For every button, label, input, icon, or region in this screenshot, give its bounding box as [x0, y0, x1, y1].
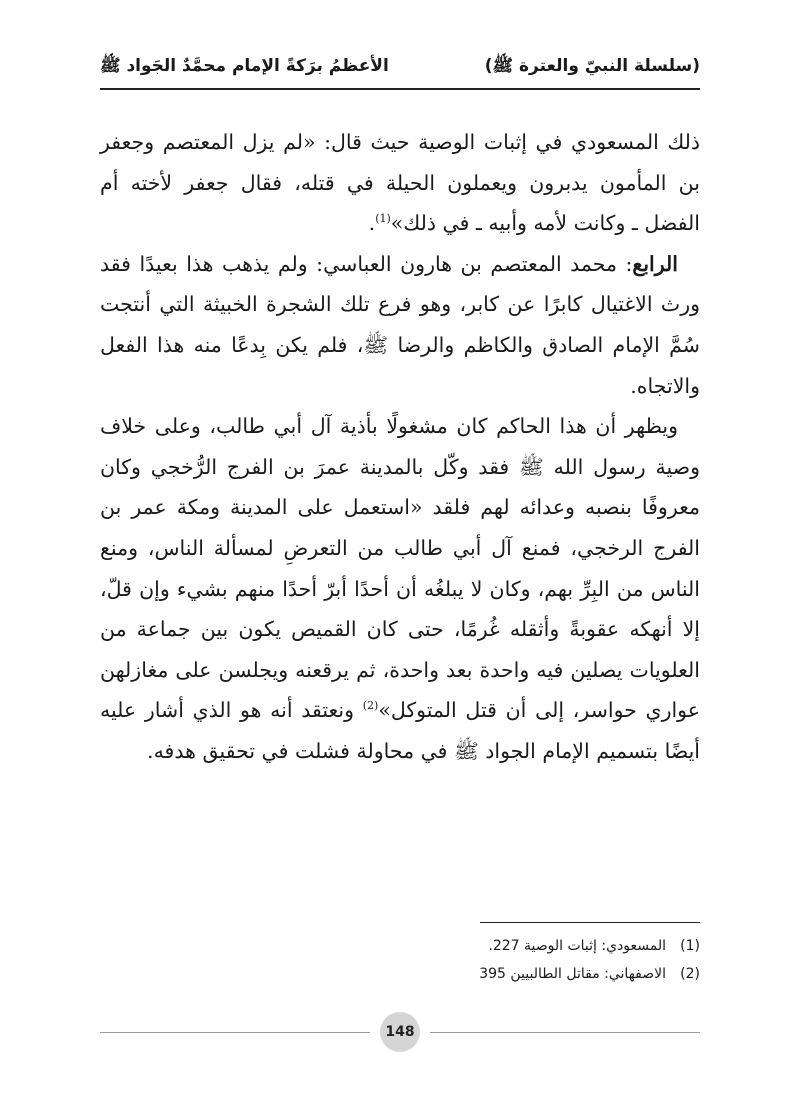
paragraph-tail: ونعتقد أنه هو الذي أشار عليه أيضًا بتسميم الإمام الجواد ﷺ في محاولة فشلت في تحقيق هدفه. [100, 698, 700, 763]
series-title: (سلسلة النبيّ والعترة ﷺ) [484, 56, 700, 76]
footnote-text: الاصفهاني: مقاتل الطالبيين 395 [479, 966, 666, 982]
paragraph-1 [100, 122, 700, 244]
footnote-number: (2) [680, 966, 700, 982]
footnote-ref-2[interactable]: (2) [362, 699, 379, 713]
book-title: الأعظمُ برَكةً الإمام محمَّدٌ الجَواد ﷺ [100, 56, 389, 76]
paragraph-text: ويظهر أن هذا الحاكم كان مشغولًا بأذية آل أبي طالب، وعلى خلاف وصية رسول الله ﷺ فقد وكّل بالمدينة عمرَ بن الفرج الرُّخجي وكان معروفًا بنصبه وعدائه لهم فلقد «استعمل على المدينة ومكة عمر بن الفرج الرخجي، فمنع آل أبي طالب من التعرضِ لمسألة الناس، ومنع الناس من البِرِّ بهم، وكان لا يبلغُه أن أحدًا أبرّ أحدًا منهم بشيء وإن قلّ، إلا أنهكه عقوبةً وأثقله غُرمًا، حتى كان القميص يكون بين جماعة من العلويات يصلين فيه واحدة بعد واحدة، ثم يرقعنه ويجلسن على مغازلهن عواري حواسر، إلى أن قتل المتوكل» [100, 414, 701, 723]
footer-line-right [430, 1032, 700, 1033]
header-rule [100, 88, 700, 90]
page-footer [100, 1012, 700, 1052]
footnote-2 [100, 960, 700, 988]
paragraph-tail: . [368, 211, 376, 236]
footnotes [100, 932, 700, 988]
running-header [100, 55, 700, 80]
paragraph-text: : محمد المعتصم بن هارون العباسي: ولم يذهب هذا بعيدًا فقد ورث الاغتيال كابرًا عن كابر، وهو فرع تلك الشجرة الخبيثة التي أنتجت سُمَّ الإمام الصادق والكاظم والرضا ﷺ، فلم يكن بِدعًا منه هذا الفعل والاتجاه. [100, 251, 700, 398]
footer-line-left [100, 1032, 370, 1033]
paragraph-text: ذلك المسعودي في إثبات الوصية حيث قال: «لم يزل المعتصم وجعفر بن المأمون يدبرون ويعملون الحيلة في قتله، فقال جعفر لأخته أم الفضل ـ وكانت لأمه وأبيه ـ في ذلك» [100, 130, 700, 236]
footnote-rule [480, 922, 700, 923]
footnote-1 [100, 932, 700, 960]
paragraph-lead: الرابع [632, 251, 678, 276]
page-number: 148 [380, 1012, 420, 1052]
footnote-text: المسعودي: إثبات الوصية 227. [488, 938, 666, 954]
main-text [100, 122, 700, 772]
footnote-number: (1) [680, 938, 700, 954]
footnote-ref-1[interactable]: (1) [375, 212, 391, 226]
paragraph-3 [100, 406, 700, 771]
paragraph-2 [100, 244, 700, 406]
